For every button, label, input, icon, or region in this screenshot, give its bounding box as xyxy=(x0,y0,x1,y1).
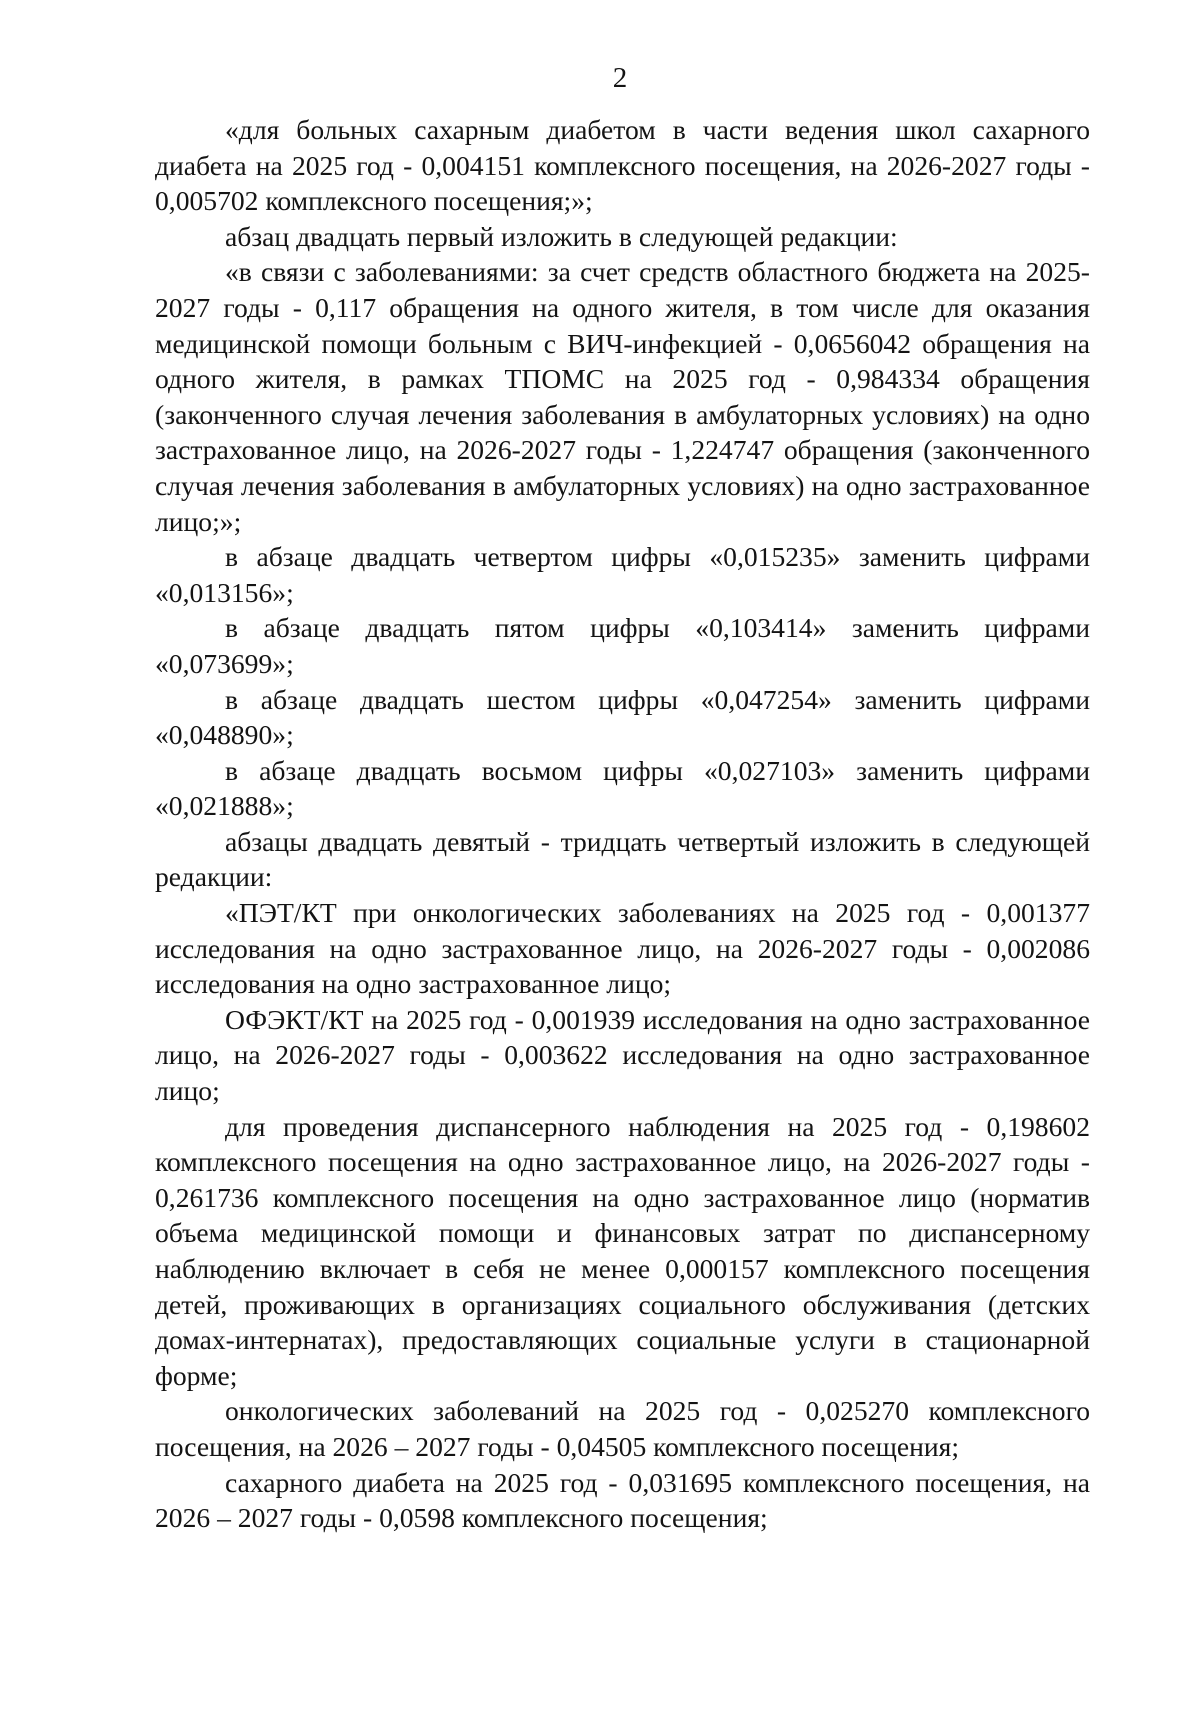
paragraph-oncology: онкологических заболеваний на 2025 год - 0,025270 комплексного посещения, на 2026 – 2027 годы - 0,04505 комплексного посещения; xyxy=(155,1395,1090,1462)
paragraph-pet-ct: «ПЭТ/КТ при онкологических заболеваниях на 2025 год - 0,001377 исследования на одно застрахованное лицо, на 2026-2027 годы - 0,002086 исследования на одно застрахованное лицо; xyxy=(155,897,1090,1000)
paragraph-amend-28: в абзаце двадцать восьмом цифры «0,027103» заменить цифрами «0,021888»; xyxy=(155,754,1090,822)
paragraph-amend-25: в абзаце двадцать пятом цифры «0,103414» заменить цифрами «0,073699»; xyxy=(155,612,1090,679)
page-number: 2 xyxy=(612,62,628,94)
paragraph-amend-29-34: абзацы двадцать девятый - тридцать четвертый изложить в следующей редакции: xyxy=(155,825,1090,893)
paragraph-dispensary-observation: для проведения диспансерного наблюдения на 2025 год - 0,198602 комплексного посещения на одно застрахованное лицо, на 2026-2027 годы - 0,261736 комплексного посещения на одно застрахованное лицо (норматив объема медицинской помощи и финансовых затрат по диспансерному наблюдению включает в себя не менее 0,000157 комплексного посещения детей, проживающих в организациях социального обслуживания (детских домах-интернатах), предоставляющих социальные услуги в стационарной форме; xyxy=(155,1110,1090,1391)
document-body xyxy=(155,112,1090,1536)
paragraph-amend-24: в абзаце двадцать четвертом цифры «0,015235» заменить цифрами «0,013156»; xyxy=(155,541,1090,608)
paragraph-diseases-appeals: «в связи с заболеваниями: за счет средств областного бюджета на 2025-2027 годы - 0,117 обращения на одного жителя, в том числе для оказания медицинской помощи больным с ВИЧ-инфекцией - 0,0656042 обращения на одного жителя, в рамках ТПОМС на 2025 год - 0,984334 обращения (законченного случая лечения заболевания в амбулаторных условиях) на одно застрахованное лицо, на 2026-2027 годы - 1,224747 обращения (законченного случая лечения заболевания в амбулаторных условиях) на одно застрахованное лицо;»; xyxy=(155,256,1090,537)
paragraph-amend-21: абзац двадцать первый изложить в следующей редакции: xyxy=(225,220,898,252)
paragraph-diabetes: сахарного диабета на 2025 год - 0,031695 комплексного посещения, на 2026 – 2027 годы - 0,0598 комплексного посещения; xyxy=(155,1466,1090,1534)
paragraph-spect-ct: ОФЭКТ/КТ на 2025 год - 0,001939 исследования на одно застрахованное лицо, на 2026-2027 годы - 0,003622 исследования на одно застрахованное лицо; xyxy=(155,1003,1090,1107)
paragraph-diabetes-schools: «для больных сахарным диабетом в части ведения школ сахарного диабета на 2025 год - 0,004151 комплексного посещения, на 2026-2027 годы - 0,005702 комплексного посещения;»; xyxy=(155,114,1090,217)
paragraph-amend-26: в абзаце двадцать шестом цифры «0,047254» заменить цифрами «0,048890»; xyxy=(155,683,1090,751)
